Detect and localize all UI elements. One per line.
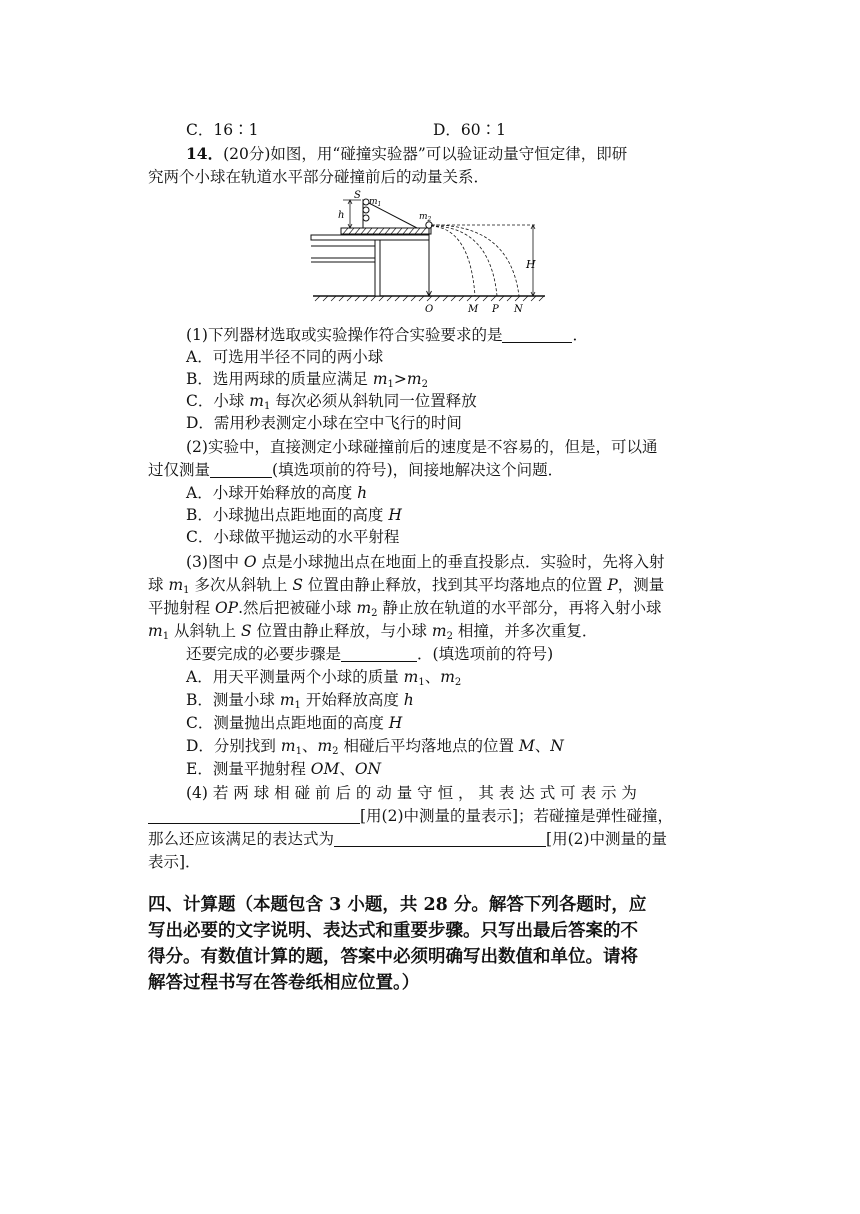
fig-label-s: S (354, 190, 361, 201)
q14-p2-line1: (2)实验中，直接测定小球碰撞前后的速度是不容易的，但是，可以通 (186, 438, 658, 456)
q14-p1-stem: (1)下列器材选取或实验操作符合实验要求的是 ． (186, 326, 588, 344)
q14-p3-option-d: D．分别找到 $m_1$、$m_2$ 相碰后平均落地点的位置 M、N (186, 737, 564, 757)
q14-p2-line2: 过仅测量 (填选项前的符号)，间接地解决这个问题． (148, 461, 564, 479)
q14-p3-line1: (3)图中 O 点是小球抛出点在地面上的垂直投影点．实验时，先将入射 (186, 553, 665, 571)
q14-p3-option-b: B．测量小球 $m_1$ 开始释放高度 h (186, 691, 414, 711)
fig-label-M: M (468, 304, 479, 315)
fig-label-N: N (514, 304, 523, 315)
q14-p3-option-c: C．测量抛出点距地面的高度 H (186, 714, 403, 732)
q14-p3-line2: 球 $m_1$ 多次从斜轨上 S 位置由静止释放，找到其平均落地点的位置 P，测量 (148, 576, 665, 596)
q14-p1-option-d: D．需用秒表测定小球在空中飞行的时间 (186, 414, 462, 432)
answer-blank-p2[interactable] (210, 461, 272, 478)
option-d-prev: D．60∶1 (433, 121, 507, 139)
fig-label-h: h (338, 210, 345, 221)
q14-p3-line4: $m_1$ 从斜轨上 S 位置由静止释放，与小球 $m_2$ 相撞，并多次重复． (148, 622, 598, 642)
q14-p4-line4: 表示]． (148, 853, 201, 871)
q14-p2-option-b: B．小球抛出点距地面的高度 H (186, 506, 402, 524)
answer-blank-p4-momentum[interactable] (148, 807, 360, 824)
answer-blank-p3[interactable] (341, 645, 417, 662)
svg-text:m1: $m_1$ (369, 197, 382, 208)
q14-p3-line5: 还要完成的必要步骤是 ．(填选项前的符号) (186, 645, 554, 663)
fig-label-P: P (492, 304, 499, 315)
q14-intro-line2: 究两个小球在轨道水平部分碰撞前后的动量关系． (148, 168, 490, 186)
q14-p2-option-a: A．小球开始释放的高度 h (186, 484, 368, 502)
section4-heading-line3: 得分。有数值计算的题，答案中必须明确写出数值和单位。请将 (148, 947, 638, 967)
answer-blank-p4-elastic[interactable] (334, 830, 546, 847)
svg-text:m2: $m_2$ (419, 212, 432, 223)
q14-p1-option-c: C．小球 $m_1$ 每次必须从斜轨同一位置释放 (186, 392, 477, 412)
section4-heading-line4: 解答过程书写在答卷纸相应位置。） (148, 973, 420, 993)
answer-blank-p1[interactable] (502, 326, 572, 343)
q14-p4-line2: [用(2)中测量的量表示]；若碰撞是弹性碰撞， (148, 805, 673, 827)
q14-p4-line3: 那么还应该满足的表达式为 [用(2)中测量的量 (148, 830, 668, 848)
q14-p4-line1: (4) 若 两 球 相 碰 前 后 的 动 量 守 恒 ， 其 表 达 式 可 表 示 为 (186, 784, 637, 802)
q14-p3-option-e: E．测量平抛射程 OM、ON (186, 760, 382, 778)
q14-p2-option-c: C．小球做平抛运动的水平射程 (186, 528, 400, 546)
q14-intro-line1: 14．(20分)如图，用“碰撞实验器”可以验证动量守恒定律，即研 (186, 144, 628, 163)
q14-p1-option-a: A．可选用半径不同的两小球 (186, 348, 384, 366)
section4-heading-line2: 写出必要的文字说明、表达式和重要步骤。只写出最后答案的不 (148, 921, 638, 941)
collision-apparatus-figure (305, 188, 555, 316)
section4-heading-line1: 四、计算题（本题包含 3 小题，共 28 分。解答下列各题时，应 (148, 895, 647, 915)
option-c-prev: C．16∶1 (186, 121, 259, 139)
q14-p3-line3: 平抛射程 OP.然后把被碰小球 $m_2$ 静止放在轨道的水平部分，再将入射小球 (148, 599, 662, 619)
q14-p3-option-a: A．用天平测量两个小球的质量 $m_1$、$m_2$ (186, 668, 462, 688)
fig-label-O: O (425, 304, 434, 315)
fig-label-H: H (526, 258, 536, 271)
q14-p1-option-b: B．选用两球的质量应满足 $m_1>m_2$ (186, 370, 428, 390)
